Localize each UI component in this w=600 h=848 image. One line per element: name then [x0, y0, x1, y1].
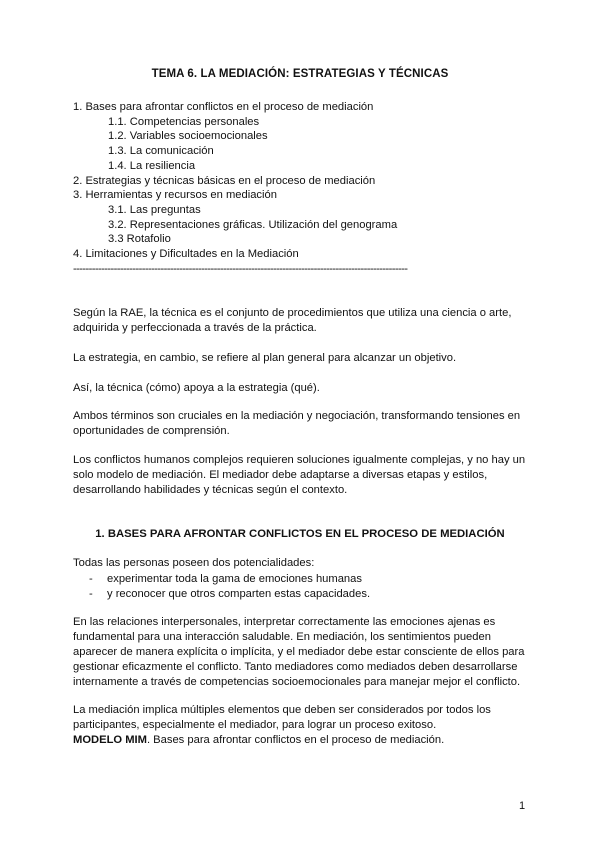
toc-item: 1. Bases para afrontar conflictos en el proceso de mediación	[73, 101, 374, 113]
section-intro: Todas las personas poseen dos potencialidades:	[73, 557, 315, 569]
list-item-text: y reconocer que otros comparten estas capacidades.	[107, 588, 371, 600]
bullet-dash: -	[89, 588, 93, 600]
toc-item: 3. Herramientas y recursos en mediación	[73, 189, 277, 202]
dashed-separator: -----------------------------------------------------------------------------------------------------------	[73, 262, 408, 275]
table-of-contents	[73, 100, 543, 276]
section-heading: 1. BASES PARA AFRONTAR CONFLICTOS EN EL PROCESO DE MEDIACIÓN	[95, 528, 505, 540]
paragraph-mediation-elements	[73, 703, 528, 748]
paragraph-technique: Así, la técnica (cómo) apoya a la estrategia (qué).	[73, 382, 320, 394]
toc-item: 4. Limitaciones y Dificultades en la Mediación	[73, 248, 299, 261]
toc-subitem: 3.2. Representaciones gráficas. Utilización del genograma	[108, 218, 398, 231]
toc-subitem: 1.3. La comunicación	[108, 145, 214, 158]
model-label: MODELO MIM	[73, 734, 147, 746]
toc-subitem: 3.3 Rotafolio	[108, 233, 171, 246]
mediation-elements-text: La mediación implica múltiples elementos que deben ser considerados por todos los participantes, especialmente el mediador, para lograr un proceso exitoso.	[73, 704, 491, 731]
paragraph-conflicts: Los conflictos humanos complejos requieren soluciones igualmente complejas, y no hay un solo modelo de mediación. El mediador debe adaptarse a diversas etapas y estilos, desarrollando habilidades y técnicas según el contexto.	[73, 454, 526, 496]
paragraph-rae-definition: Según la RAE, la técnica es el conjunto de procedimientos que utiliza una ciencia o arte, adquirida y perfeccionada a través de la práctica.	[73, 307, 512, 334]
document-title: TEMA 6. LA MEDIACIÓN: ESTRATEGIAS Y TÉCNICAS	[151, 68, 449, 80]
list-item	[73, 587, 528, 602]
paragraph-interpersonal: En las relaciones interpersonales, interpretar correctamente las emociones ajenas es fundamental para una interacción saludable. En mediación, los sentimientos pueden aparecer de manera explícita o implícita, y el mediador debe estar consciente de ellos para gestionar eficazmente el conflicto. Tanto mediadores como mediados deben desarrollarse internamente a través de competencias socioemocionales para manejar mejor el conflicto.	[73, 616, 525, 688]
toc-item: 2. Estrategias y técnicas básicas en el proceso de mediación	[73, 174, 376, 187]
list-item-text: experimentar toda la gama de emociones humanas	[107, 573, 362, 585]
toc-subitem: 1.1. Competencias personales	[108, 115, 260, 128]
toc-subitem: 3.1. Las preguntas	[108, 203, 201, 216]
toc-subitem: 1.2. Variables socioemocionales	[108, 130, 268, 143]
paragraph-terms: Ambos términos son cruciales en la mediación y negociación, transformando tensiones en oportunidades de comprensión.	[73, 410, 521, 437]
bullet-dash: -	[89, 573, 93, 585]
model-description: . Bases para afrontar conflictos en el proceso de mediación.	[146, 734, 445, 746]
list-item	[73, 572, 528, 587]
toc-subitem: 1.4. La resiliencia	[108, 159, 196, 172]
paragraph-strategy: La estrategia, en cambio, se refiere al plan general para alcanzar un objetivo.	[73, 352, 457, 364]
page-number: 1	[519, 800, 526, 812]
bullet-list	[73, 572, 528, 602]
